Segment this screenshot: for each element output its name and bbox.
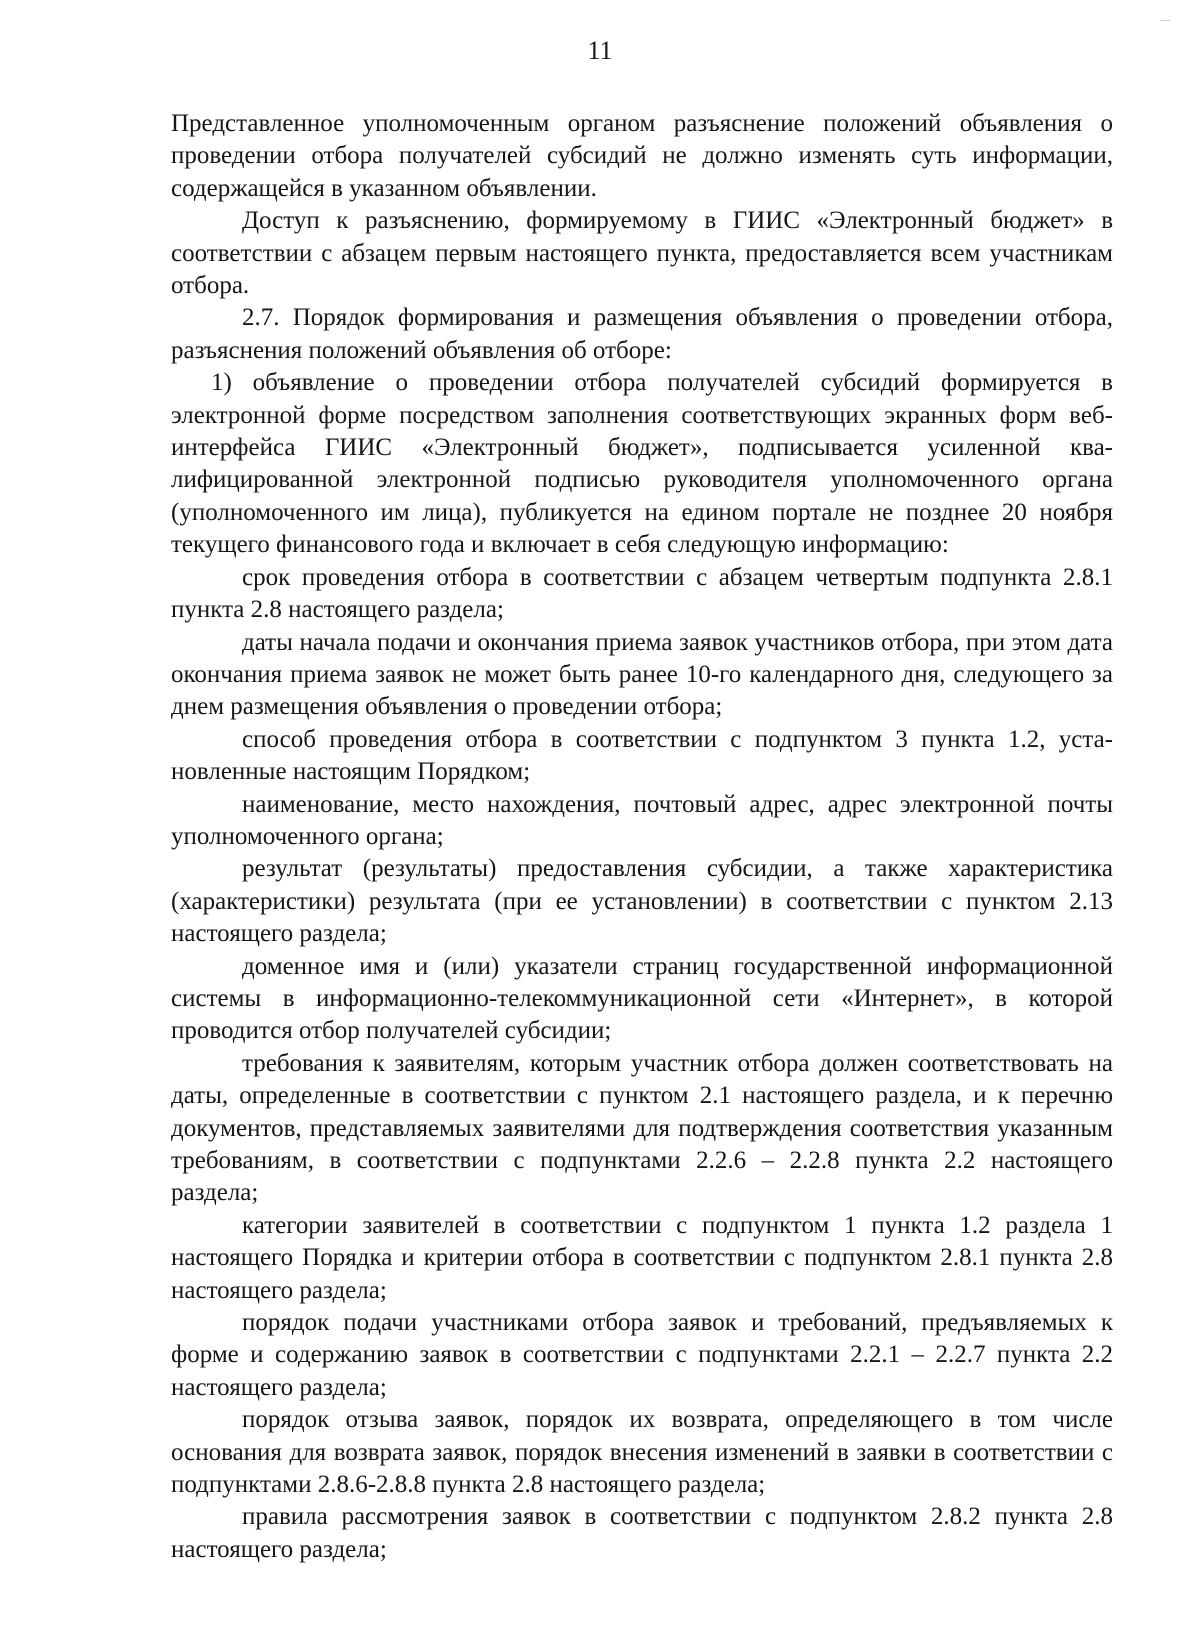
paragraph-applicant-requirements: требования к заявителям, которым участник отбора должен соответствовать на даты, определенные в соответствии с пунктом 2.1 настоящего раздела, и к перечню документов, представляемых заявителями для подтверждения соответствия указанным требованиям, в соответствии с подпунктами 2.2.6 – 2.2.8 пункта 2.2 настоящего раздела; [171,1049,1113,1207]
paragraph-application-dates: даты начала подачи и окончания приема заявок участников отбора, при этом дата окончания приема заявок не может быть ранее 10-го календарного дня, следующего за днем размещения объявления о проведении отбора; [171,628,1113,721]
paragraph-subsidy-results: результат (результаты) предоставления субсидии, а также характеристика (характеристики) результата (при ее установлении) в соответствии с пунктом 2.13 настоящего раздела; [171,855,1113,948]
paragraph-selection-method: способ проведения отбора в соответствии с подпунктом 3 пункта 1.2, установленные настоящим Порядком; [171,725,1113,786]
document-body [171,108,1113,1566]
paragraph-authority-contacts: наименование, место нахождения, почтовый адрес, адрес электронной почты уполномоченного органа; [171,790,1113,850]
paragraph-clarification-access: Доступ к разъяснению, формируемому в ГИИС «Электронный бюджет» в соответствии с абзацем первым настоящего пункта, предоставляется всем участникам отбора. [171,207,1113,300]
paragraph-withdrawal-order: порядок отзыва заявок, порядок их возврата, определяющего в том числе основания для возврата заявок, порядок внесения изменений в заявки в соответствии с подпунктами 2.8.6-2.8.8 пункта 2.8 настоящего раздела; [171,1406,1113,1499]
paragraph-applicant-categories: категории заявителей в соответствии с подпунктом 1 пункта 1.2 раздела 1 настоящего Порядка и критерии отбора в соответствии с подпунктом 2.8.1 пункта 2.8 настоящего раздела; [171,1211,1113,1304]
paragraph-item-1-announcement: 1) объявление о проведении отбора получателей субсидий формируется в электронной форме посредством заполнения соответствующих экранных форм веб-интерфейса ГИИС «Электронный бюджет», подписывается усиленной квалифицированной электронной подписью руководителя уполномоченного органа (уполномоченного им лица), публикуется на едином портале не позднее 20 ноября текущего финансового года и включает в себя следующую информацию: [171,369,1113,559]
scan-mark [1160,20,1170,21]
paragraph-domain-name: доменное имя и (или) указатели страниц государственной информационной системы в информационно-телекоммуникационной сети «Интернет», в которой проводится отбор получателей субсидии; [171,952,1113,1045]
paragraph-review-rules: правила рассмотрения заявок в соответствии с подпунктом 2.8.2 пункта 2.8 настоящего раздела; [171,1503,1113,1563]
paragraph-selection-term: срок проведения отбора в соответствии с абзацем четвертым подпункта 2.8.1 пункта 2.8 настоящего раздела; [171,563,1113,624]
paragraph-clarification-content: Представленное уполномоченным органом разъяснение положений объявления о проведении отбора получателей субсидий не должно изменять суть информации, содержащейся в указанном объявлении. [171,110,1113,202]
page-number: 11 [587,36,613,65]
paragraph-submission-order: порядок подачи участниками отбора заявок и требований, предъявляемых к форме и содержанию заявок в соответствии с подпунктами 2.2.1 – 2.2.7 пункта 2.2 настоящего раздела; [171,1309,1113,1401]
paragraph-section-2-7-heading: 2.7. Порядок формирования и размещения объявления о проведении отбора, разъяснения положений объявления об отборе: [171,304,1113,364]
